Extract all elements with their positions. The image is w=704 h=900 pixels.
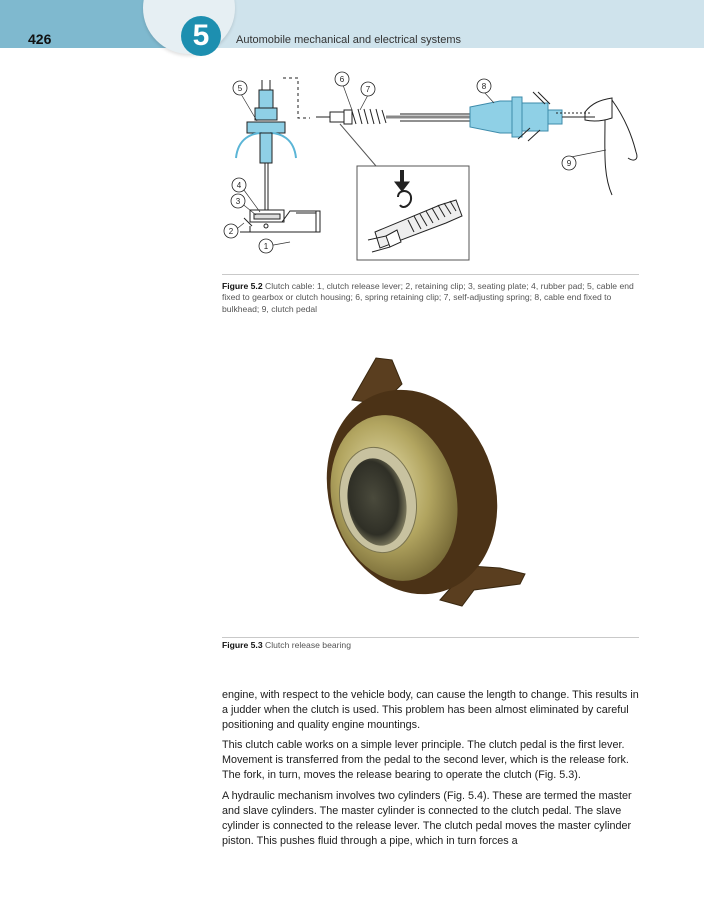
svg-text:8: 8 <box>481 82 487 91</box>
figure-5-3-caption-text: Clutch release bearing <box>264 640 351 650</box>
svg-text:3: 3 <box>235 197 241 206</box>
figure-5-2-label: Figure 5.2 <box>222 281 263 291</box>
svg-text:6: 6 <box>339 75 345 84</box>
figure-5-3-rule <box>222 637 639 638</box>
figure-5-3-caption <box>222 640 642 651</box>
svg-text:9: 9 <box>566 159 572 168</box>
running-title: Automobile mechanical and electrical systems <box>236 34 461 46</box>
svg-text:7: 7 <box>365 85 371 94</box>
svg-text:2: 2 <box>228 227 234 236</box>
chapter-number-badge: 5 <box>181 16 221 56</box>
svg-text:4: 4 <box>236 181 242 190</box>
body-paragraph-3: A hydraulic mechanism involves two cylinders (Fig. 5.4). These are termed the master and slave cylinders. The master cylinder is connected to the clutch pedal. The slave cylinder is connected to the release lever. The clutch pedal moves the master cylinder piston. This pushes fluid through a pipe, which in turn forces a <box>222 789 632 847</box>
body-paragraph-1: engine, with respect to the vehicle body, can cause the length to change. This results in a judder when the clutch is used. This problem has been almost eliminated by careful positioning and quality engine mountings. <box>222 689 639 732</box>
figure-5-2-caption-text: Clutch cable: 1, clutch release lever; 2, retaining clip; 3, seating plate; 4, rubber pad; 5, cable end fixed to gearbox or clutch housing; 6, spring retaining clip; 7, self-adjusting spring; 8, cable end fixed to bulkhead; 9, clutch pedal <box>222 281 634 314</box>
svg-text:1: 1 <box>263 242 269 251</box>
svg-text:5: 5 <box>237 84 243 93</box>
body-text <box>222 688 642 854</box>
page-number: 426 <box>28 31 52 47</box>
figure-5-3-label: Figure 5.3 <box>222 640 263 650</box>
body-paragraph-2: This clutch cable works on a simple lever principle. The clutch pedal is the first lever. Movement is transferred from the pedal to the second lever, which is the release fork. The fork, in turn, moves the release bearing to operate the clutch (Fig. 5.3). <box>222 739 629 782</box>
